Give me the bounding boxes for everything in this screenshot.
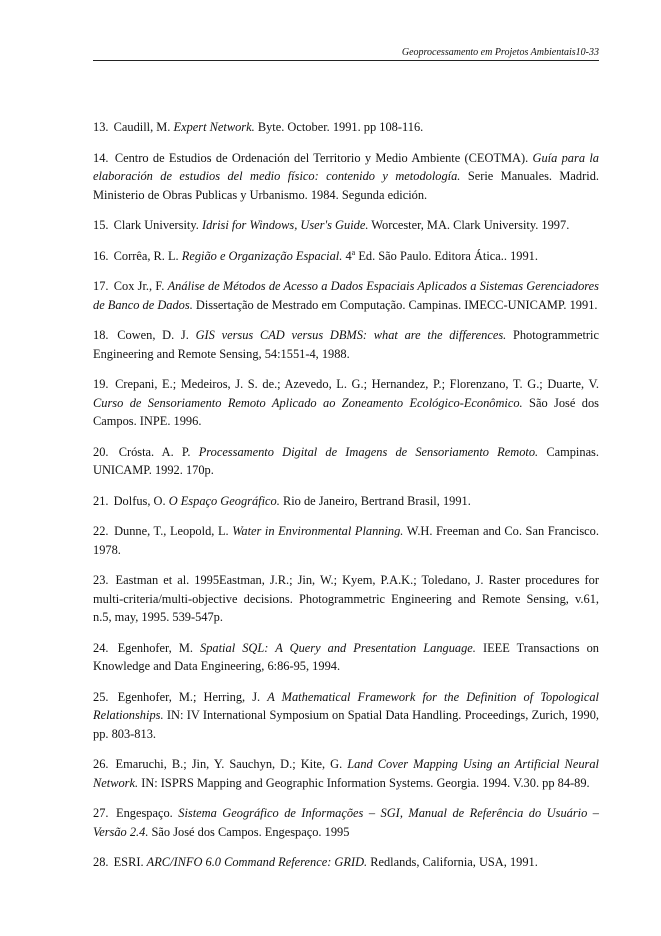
reference-number: 16.: [93, 248, 109, 263]
reference-title: Idrisi for Windows, User's Guide.: [201, 218, 369, 232]
reference-author: Caudill, M.: [113, 120, 174, 134]
reference-details: Campinas. UNICAMP. 1992. 170p.: [93, 444, 599, 477]
reference-item: [93, 688, 599, 744]
reference-details: Byte. October. 1991. pp 108-116.: [254, 120, 424, 134]
reference-details: Rio de Janeiro, Bertrand Brasil, 1991.: [279, 493, 471, 508]
header-rule: [93, 60, 599, 61]
reference-title: ARC/INFO 6.0 Command Reference: GRID.: [146, 855, 368, 869]
reference-number: 25.: [93, 689, 109, 704]
reference-title: Processamento Digital de Imagens de Sensoriamento Remoto.: [198, 444, 539, 459]
reference-details: Redlands, California, USA, 1991.: [367, 855, 538, 869]
reference-details-continued: Ed. São Paulo. Editora Ática.. 1991.: [355, 248, 538, 263]
reference-number: 18.: [93, 328, 109, 342]
reference-title: Curso de Sensoriamento Remoto Aplicado ao Zoneamento Ecológico-Econômico.: [93, 395, 523, 410]
reference-number: 14.: [93, 150, 109, 165]
reference-title: Região e Organização Espacial.: [181, 248, 343, 263]
reference-item: [93, 755, 599, 792]
reference-number: 21.: [93, 493, 109, 508]
reference-details: IN: ISPRS Mapping and Geographic Information Systems. Georgia. 1994. V.30. pp 84-89.: [138, 775, 590, 790]
reference-details: W.H. Freeman and Co. San Francisco. 1978.: [93, 524, 599, 557]
reference-author: Engespaço.: [116, 806, 179, 820]
reference-item: [93, 853, 599, 872]
reference-details: Serie Manuales. Madrid. Ministerio de Obras Publicas y Urbanismo. 1984. Segunda edición.: [93, 169, 599, 202]
reference-item: [93, 118, 599, 137]
reference-superscript: a: [351, 247, 356, 257]
reference-title: Sistema Geográfico de Informações – SGI, Manual de Referência do Usuário – Versão 2.4.: [93, 806, 599, 839]
reference-title: Land Cover Mapping Using an Artificial Neural Network.: [93, 757, 599, 790]
reference-title: GIS versus CAD versus DBMS: what are the differences.: [195, 328, 507, 342]
reference-item: [93, 443, 599, 480]
reference-item: [93, 375, 599, 431]
reference-author: Emaruchi, B.; Jin, Y. Sauchyn, D.; Kite, G.: [115, 757, 348, 771]
reference-author: Clark University.: [113, 218, 202, 232]
reference-number: 19.: [93, 377, 109, 391]
reference-number: 20.: [93, 444, 109, 459]
reference-number: 26.: [93, 757, 109, 771]
reference-details: Photogrammetric Engineering and Remote Sensing, 54:1551-4, 1988.: [93, 328, 599, 361]
reference-author: Dolfus, O.: [113, 493, 169, 508]
reference-details: IN: IV International Symposium on Spatial Data Handling. Proceedings, Zurich, 1990, pp. 803-813.: [93, 708, 599, 741]
reference-author: Crósta. A. P.: [118, 444, 199, 459]
reference-author: Corrêa, R. L.: [113, 248, 182, 263]
reference-author: Centro de Estudios de Ordenación del Territorio y Medio Ambiente (CEOTMA).: [114, 150, 533, 165]
reference-details: IEEE Transactions on Knowledge and Data Engineering, 6:86-95, 1994.: [93, 640, 599, 673]
reference-item: [93, 571, 599, 627]
reference-list: [93, 118, 599, 884]
reference-details: Dissertação de Mestrado em Computação. Campinas. IMECC-UNICAMP. 1991.: [192, 297, 598, 312]
reference-author: ESRI.: [113, 855, 147, 869]
reference-title: Análise de Métodos de Acesso a Dados Espaciais Aplicados a Sistemas Gerenciadores de Banco de Dados.: [93, 279, 599, 312]
reference-number: 22.: [93, 524, 109, 538]
reference-author: Cowen, D. J.: [117, 328, 196, 342]
reference-item: [93, 277, 599, 314]
reference-title: Expert Network.: [173, 120, 255, 134]
reference-number: 28.: [93, 855, 109, 869]
running-header: [360, 46, 599, 59]
reference-number: 23.: [93, 573, 109, 587]
reference-item: [93, 247, 599, 266]
reference-details: 4: [342, 248, 352, 263]
reference-author: Crepani, E.; Medeiros, J. S. de.; Azevedo, L. G.; Hernandez, P.; Florenzano, T. G.; Duarte, V.: [115, 377, 599, 391]
reference-item: [93, 522, 599, 559]
reference-item: [93, 326, 599, 363]
reference-author: Cox Jr., F.: [113, 279, 168, 293]
reference-title: Guía para la elaboración de estudios del medio físico: contenido y metodología.: [93, 150, 599, 183]
reference-number: 15.: [93, 218, 109, 232]
reference-author: Egenhofer, M.; Herring, J.: [117, 689, 268, 704]
reference-item: [93, 492, 599, 511]
reference-item: [93, 216, 599, 235]
reference-title: Water in Environmental Planning.: [232, 524, 404, 538]
reference-details: São José dos Campos. INPE. 1996.: [93, 395, 599, 428]
reference-author: Dunne, T., Leopold, L.: [114, 524, 233, 538]
reference-details: São José dos Campos. Engespaço. 1995: [148, 824, 350, 839]
reference-details: Worcester, MA. Clark University. 1997.: [368, 218, 570, 232]
reference-title: O Espaço Geográfico.: [168, 493, 280, 508]
reference-number: 24.: [93, 640, 109, 655]
reference-author: Eastman et al. 1995Eastman, J.R.; Jin, W.; Kyem, P.A.K.; Toledano, J. Raster procedures for multi-criteria/multi-objective decisions. Photogrammetric Engineering and Remote Sensing, v.61, n.5, may, 1995. 539-547p.: [93, 573, 599, 624]
reference-number: 27.: [93, 806, 109, 820]
reference-title: A Mathematical Framework for the Definition of Topological Relationships.: [93, 689, 600, 722]
reference-title: Spatial SQL: A Query and Presentation Language.: [200, 640, 476, 655]
reference-item: [93, 639, 599, 676]
reference-author: Egenhofer, M.: [117, 640, 201, 655]
page-number: 10-33: [575, 47, 599, 58]
reference-item: [93, 804, 599, 841]
reference-item: [93, 149, 599, 205]
reference-number: 13.: [93, 120, 109, 134]
running-title: Geoprocessamento em Projetos Ambientais: [401, 47, 576, 58]
reference-number: 17.: [93, 279, 109, 293]
